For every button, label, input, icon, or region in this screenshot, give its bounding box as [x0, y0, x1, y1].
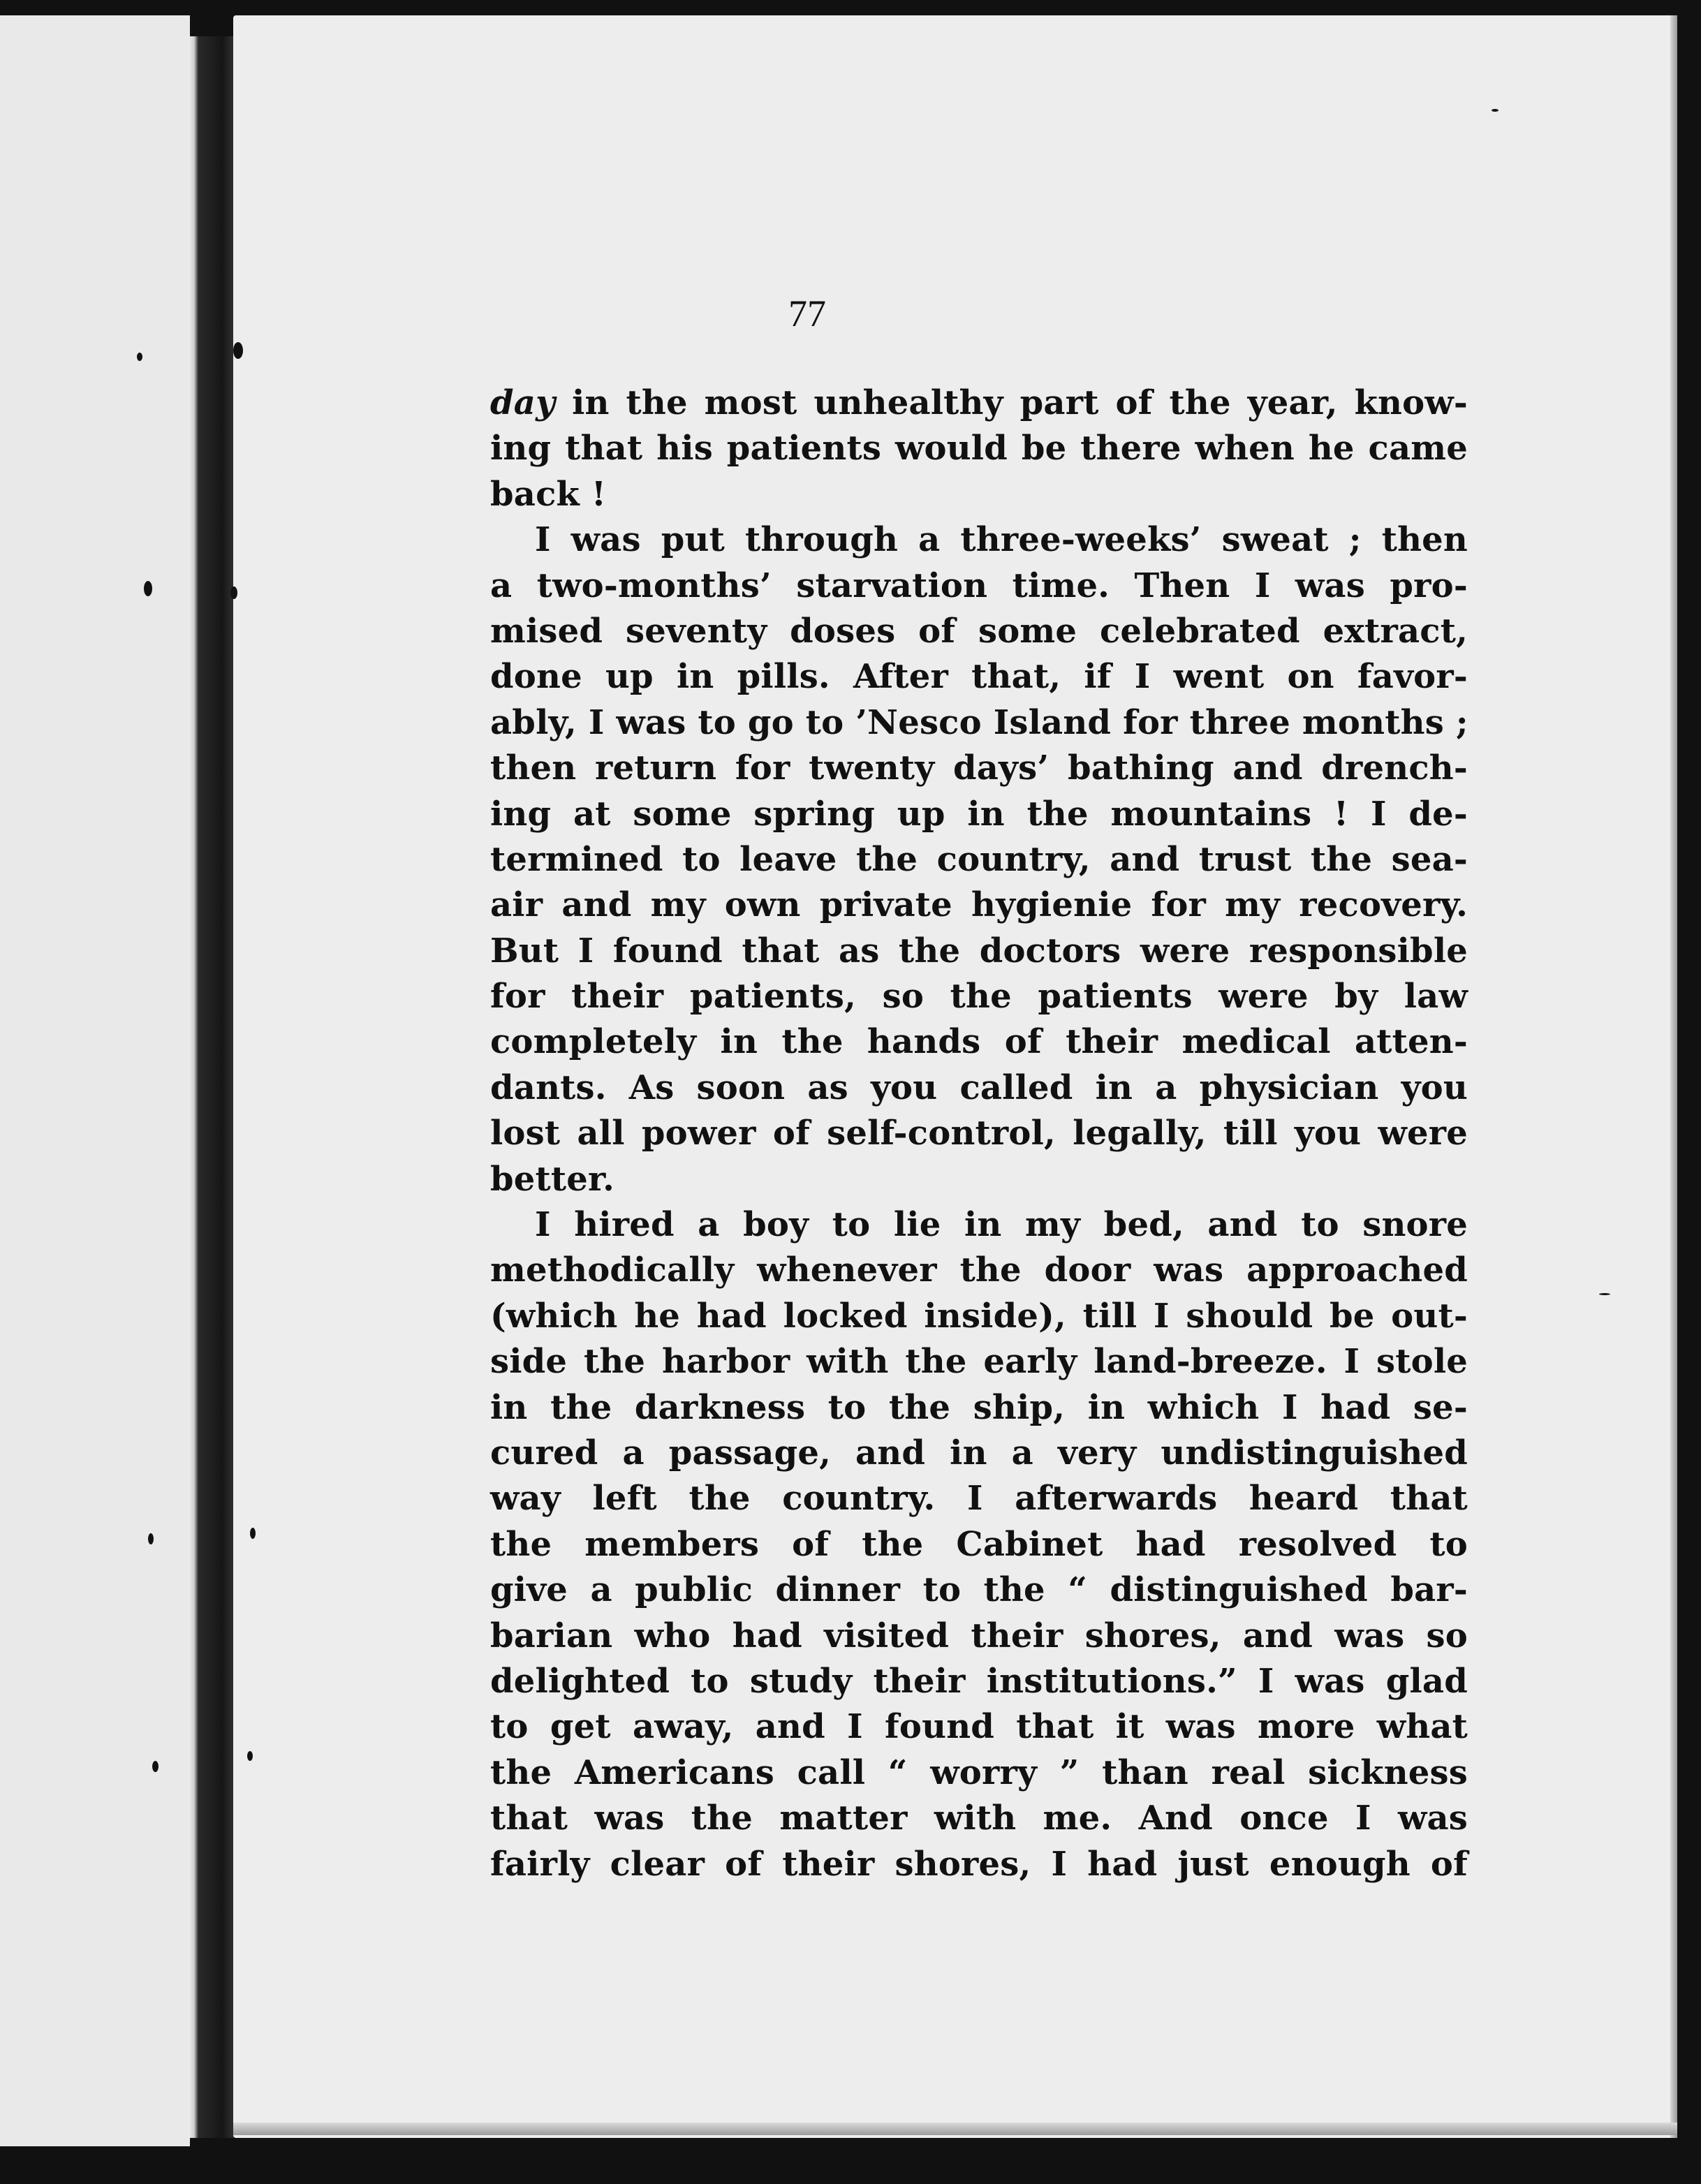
binding-hole-mark [230, 586, 237, 599]
text-line [490, 381, 1468, 426]
line-text: mised seventy doses of some celebrated extract, [490, 611, 1468, 651]
line-text: back ! [490, 474, 607, 514]
text-line [490, 700, 1468, 746]
binding-hole-mark [137, 353, 142, 361]
text-line [490, 609, 1468, 654]
line-text: the members of the Cabinet had resolved to [490, 1524, 1468, 1564]
page-bottom-edge-shadow [233, 2123, 1677, 2135]
line-text: way left the country. I afterwards heard that [490, 1479, 1468, 1519]
text-line [490, 1750, 1468, 1796]
line-text: But I found that as the doctors were responsible [490, 931, 1468, 971]
line-text: (which he had locked inside), till I should be out- [490, 1296, 1468, 1336]
text-line [490, 1019, 1468, 1065]
text-line [490, 1339, 1468, 1385]
text-line [490, 1157, 1468, 1202]
text-line [490, 1842, 1468, 1887]
line-text: ing at some spring up in the mountains ! I de- [490, 794, 1468, 834]
text-line [490, 1614, 1468, 1659]
line-text: fairly clear of their shores, I had just enough of [490, 1844, 1468, 1884]
line-text: ing that his patients would be there when he came [490, 429, 1468, 468]
line-text: I hired a boy to lie in my bed, and to snore [535, 1205, 1468, 1245]
text-line [490, 1065, 1468, 1111]
line-text: for their patients, so the patients were by law [490, 977, 1468, 1017]
text-line [490, 1796, 1468, 1841]
line-text: in the darkness to the ship, in which I had se- [490, 1387, 1468, 1427]
binding-hole-mark [233, 342, 243, 359]
line-text: side the harbor with the early land-breeze. I stole [490, 1342, 1468, 1382]
binding-hole-mark [148, 1533, 154, 1544]
binding-hole-mark [152, 1761, 159, 1772]
text-line [490, 1111, 1468, 1156]
text-line [490, 1522, 1468, 1567]
binding-hole-mark [247, 1751, 253, 1761]
binding-hole-mark [250, 1528, 256, 1539]
text-line [490, 974, 1468, 1019]
line-text: then return for twenty days’ bathing and drench- [490, 748, 1468, 788]
paper-speck [1599, 1293, 1610, 1295]
text-line [490, 1704, 1468, 1750]
page-number: 77 [788, 293, 826, 334]
line-text: termined to leave the country, and trust the sea- [490, 839, 1468, 879]
line-text: in the most unhealthy part of the year, know- [572, 383, 1468, 422]
line-text: methodically whenever the door was approached [490, 1250, 1468, 1290]
italic-word: day [490, 383, 556, 422]
paper-speck [1492, 109, 1498, 112]
text-line [490, 1431, 1468, 1476]
body-text [490, 381, 1468, 1887]
line-text: done up in pills. After that, if I went on favor- [490, 657, 1468, 697]
line-text: better. [490, 1159, 614, 1199]
line-text: delighted to study their institutions.” I was glad [490, 1661, 1468, 1701]
text-line [490, 792, 1468, 837]
line-text: cured a passage, and in a very undistinguished [490, 1433, 1468, 1473]
text-line [490, 517, 1468, 563]
line-text: that was the matter with me. And once I was [490, 1799, 1468, 1838]
line-text: the Americans call “ worry ” than real sickness [490, 1753, 1468, 1792]
line-text: give a public dinner to the “ distinguished bar- [490, 1570, 1468, 1610]
text-line [490, 929, 1468, 974]
text-line [490, 1659, 1468, 1704]
binding-hole-mark [144, 581, 152, 596]
text-line [490, 1248, 1468, 1293]
text-line [490, 1202, 1468, 1248]
line-text: barian who had visited their shores, and was so [490, 1616, 1468, 1655]
line-text: lost all power of self-control, legally, till you were [490, 1114, 1468, 1153]
text-line [490, 1385, 1468, 1431]
line-text: air and my own private hygienie for my recovery. [490, 885, 1468, 925]
line-text: to get away, and I found that it was more what [490, 1707, 1468, 1747]
line-text: a two-months’ starvation time. Then I was pro- [490, 566, 1468, 605]
text-line [490, 426, 1468, 471]
text-line [490, 883, 1468, 928]
line-text: ably, I was to go to ’Nesco Island for three months ; [490, 702, 1468, 742]
line-text: I was put through a three-weeks’ sweat ; then [535, 520, 1468, 560]
text-line [490, 837, 1468, 883]
text-line [490, 746, 1468, 791]
text-line [490, 1567, 1468, 1613]
text-line [490, 472, 1468, 517]
text-line [490, 654, 1468, 700]
line-text: completely in the hands of their medical atten- [490, 1022, 1468, 1062]
text-line [490, 1294, 1468, 1339]
line-text: dants. As soon as you called in a physician you [490, 1068, 1468, 1107]
text-line [490, 563, 1468, 609]
text-line [490, 1476, 1468, 1521]
